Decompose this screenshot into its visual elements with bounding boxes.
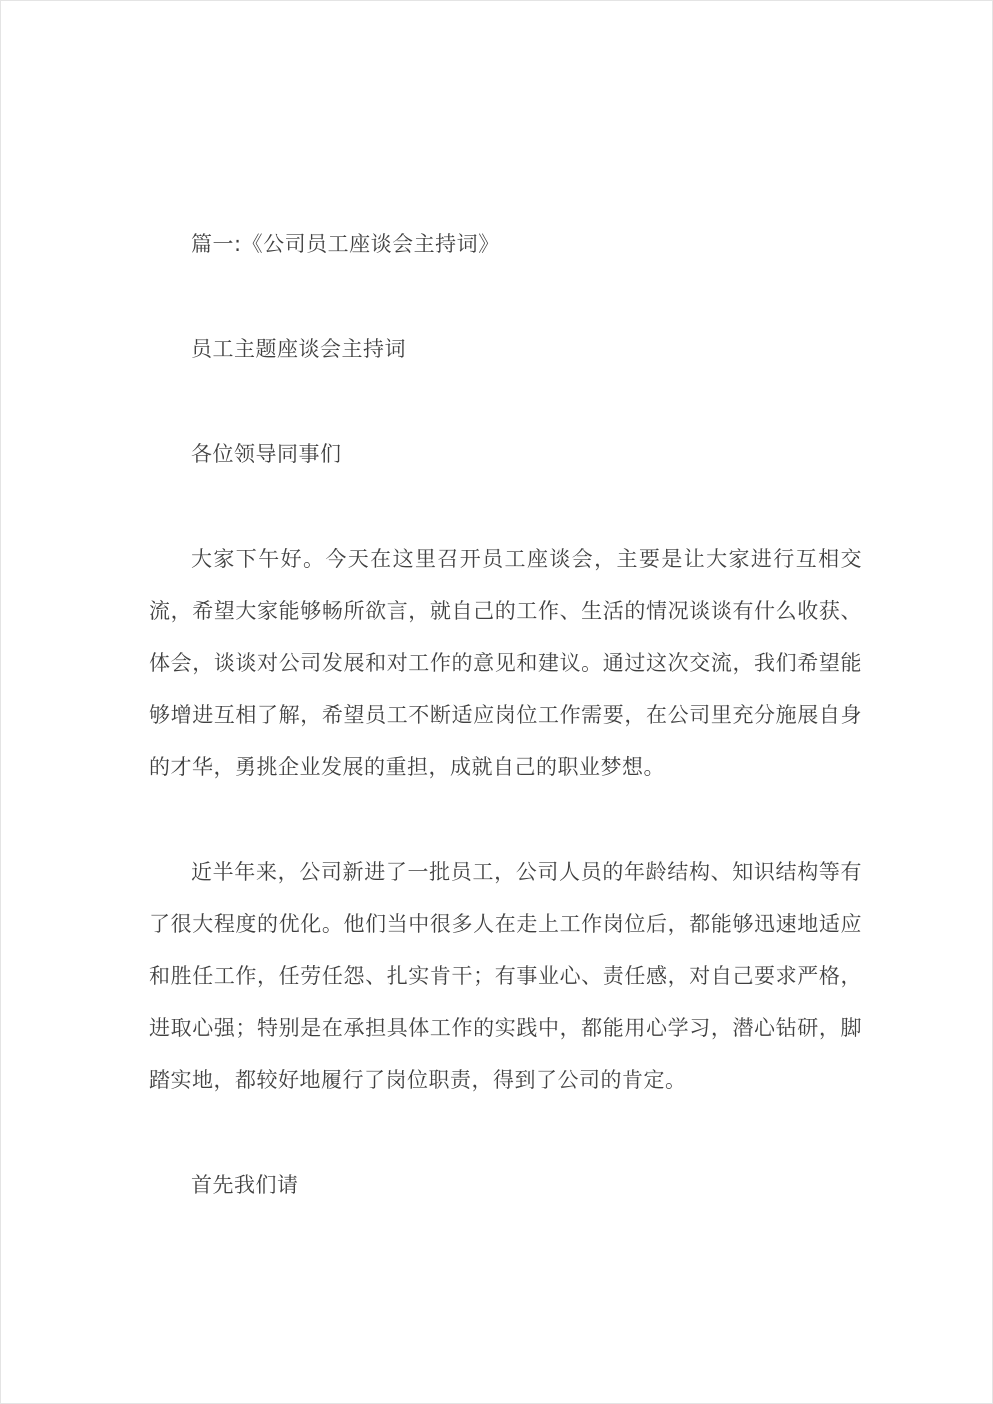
doc-title: 篇一:《公司员工座谈会主持词》 [191, 232, 500, 256]
salutation-line: 各位领导同事们 [191, 442, 342, 466]
paragraph-opening: 大家下午好。今天在这里召开员工座谈会，主要是让大家进行互相交流，希望大家能够畅所欲言，就自己的工作、生活的情况谈谈有什么收获、体会，谈谈对公司发展和对工作的意见和建议。通过这次交流，我们希望能够增进互相了解，希望员工不断适应岗位工作需要，在公司里充分施展自身的才华，勇挑企业发展的重担，成就自己的职业梦想。 [149, 547, 862, 779]
paragraph-new-employees: 近半年来，公司新进了一批员工，公司人员的年龄结构、知识结构等有了很大程度的优化。他们当中很多人在走上工作岗位后，都能够迅速地适应和胜任工作，任劳任怨、扎实肯干；有事业心、责任感，对自己要求严格，进取心强；特别是在承担具体工作的实践中，都能用心学习，潜心钻研，脚踏实地，都较好地履行了岗位职责，得到了公司的肯定。 [149, 860, 862, 1092]
closing-line: 首先我们请 [191, 1173, 299, 1197]
document-body [149, 218, 862, 1264]
doc-subtitle: 员工主题座谈会主持词 [191, 337, 406, 361]
